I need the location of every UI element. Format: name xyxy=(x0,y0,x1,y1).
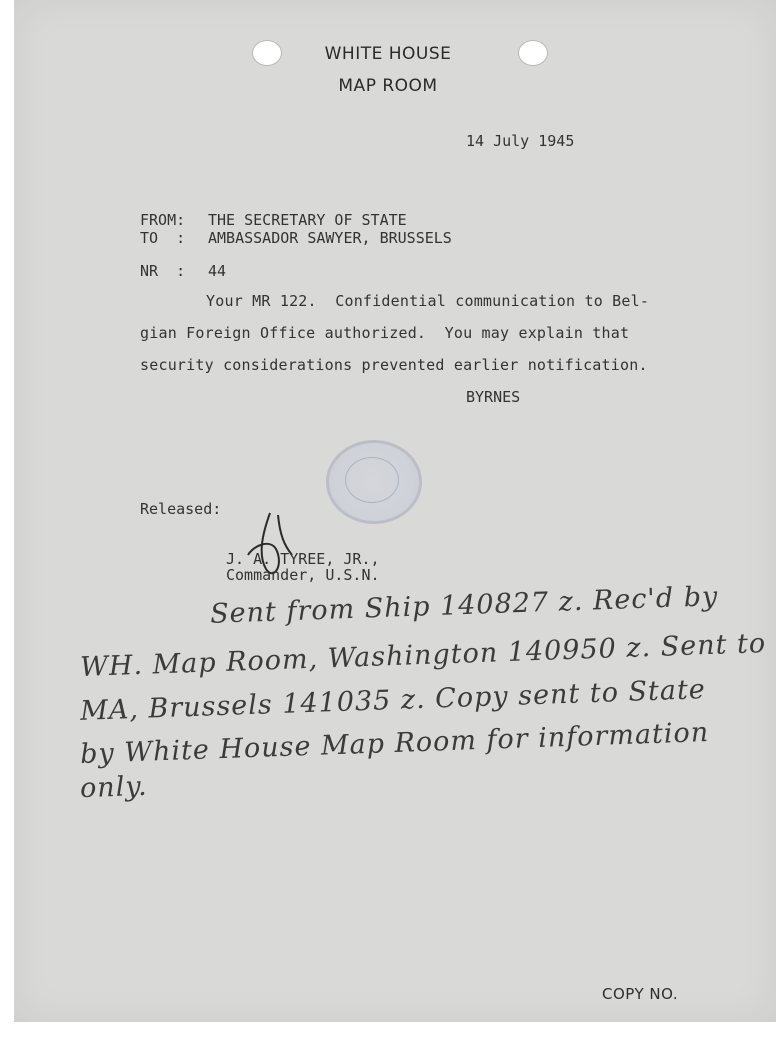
body-line-2: gian Foreign Office authorized. You may explain that xyxy=(140,324,630,342)
archive-stamp xyxy=(326,440,422,524)
releaser-rank: Commander, U.S.N. xyxy=(226,566,380,584)
nr-value: 44 xyxy=(208,262,227,280)
released-label: Released: xyxy=(140,500,222,518)
to-value: AMBASSADOR SAWYER, BRUSSELS xyxy=(208,229,452,247)
body-line-3: security considerations prevented earlier notification. xyxy=(140,356,648,374)
signature-byrnes: BYRNES xyxy=(466,388,521,406)
handwritten-line-4: by White House Map Room for information xyxy=(79,717,710,770)
handwritten-line-3: MA, Brussels 141035 z. Copy sent to State xyxy=(79,674,707,727)
handwritten-line-2: WH. Map Room, Washington 140950 z. Sent to xyxy=(79,628,767,683)
document-date: 14 July 1945 xyxy=(466,132,575,150)
letterhead-line-2: MAP ROOM xyxy=(338,76,438,96)
from-value: THE SECRETARY OF STATE xyxy=(208,211,407,229)
to-label: TO : xyxy=(140,229,186,247)
copy-number-label: COPY NO. xyxy=(602,985,679,1003)
body-line-1: Your MR 122. Confidential communication to Bel- xyxy=(206,292,650,310)
nr-label: NR : xyxy=(140,262,186,280)
handwritten-line-5: only. xyxy=(79,770,149,805)
stamp-inner-ring xyxy=(345,457,399,503)
from-label: FROM: xyxy=(140,211,186,229)
letterhead-line-1: WHITE HOUSE xyxy=(324,44,452,64)
releaser-name: J. A. TYREE, JR., xyxy=(226,550,380,568)
handwritten-line-1: Sent from Ship 140827 z. Rec'd by xyxy=(209,581,719,630)
